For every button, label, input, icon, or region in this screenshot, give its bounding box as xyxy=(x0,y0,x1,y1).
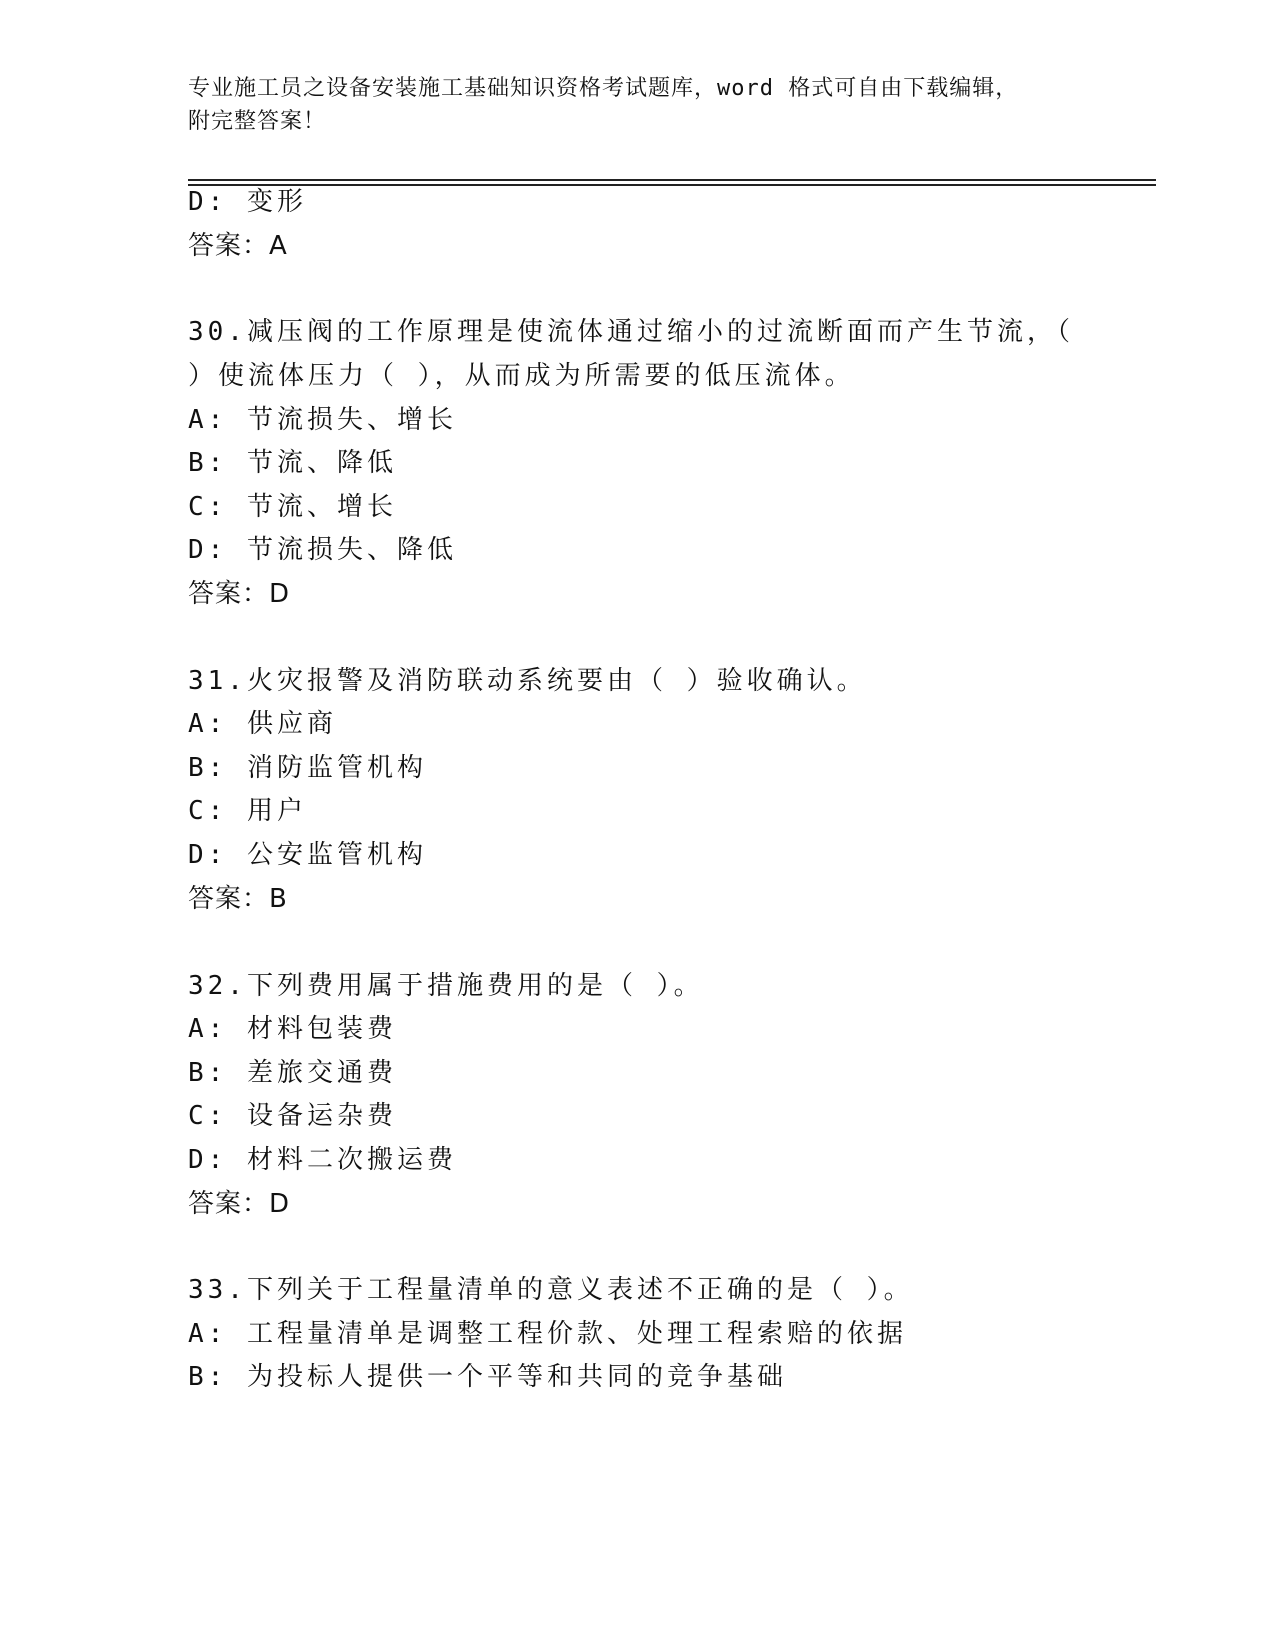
q31-option-c: C: 用户 xyxy=(188,796,307,826)
document-header xyxy=(188,72,1088,138)
q31-option-a: A: 供应商 xyxy=(188,709,337,739)
q32-stem: 32.下列费用属于措施费用的是（ ）。 xyxy=(188,971,704,1001)
q30-option-c: C: 节流、增长 xyxy=(188,492,397,522)
q30-stem-line-1: 30.减压阀的工作原理是使流体通过缩小的过流断面而产生节流，（ xyxy=(188,317,1074,347)
prev-answer: 答案：A xyxy=(188,231,288,261)
header-title-line-2: 附完整答案！ xyxy=(188,109,327,134)
q30-option-b: B: 节流、降低 xyxy=(188,448,397,478)
q32-option-b: B: 差旅交通费 xyxy=(188,1058,397,1088)
q31-stem: 31.火灾报警及消防联动系统要由（ ）验收确认。 xyxy=(188,666,867,696)
q30-option-a: A: 节流损失、增长 xyxy=(188,405,457,435)
header-title-line-1: 专业施工员之设备安装施工基础知识资格考试题库，word 格式可自由下载编辑， xyxy=(188,76,1019,101)
q32-option-d: D: 材料二次搬运费 xyxy=(188,1145,457,1175)
prev-option-d: D: 变形 xyxy=(188,187,307,217)
q30-answer: 答案：D xyxy=(188,579,291,609)
q30-option-d: D: 节流损失、降低 xyxy=(188,535,457,565)
q31-answer: 答案：B xyxy=(188,884,288,914)
q31-option-d: D: 公安监管机构 xyxy=(188,840,427,870)
header-divider-top xyxy=(188,179,1156,181)
q33-option-b: B: 为投标人提供一个平等和共同的竞争基础 xyxy=(188,1362,787,1392)
q32-option-a: A: 材料包装费 xyxy=(188,1014,397,1044)
q33-stem: 33.下列关于工程量清单的意义表述不正确的是（ ）。 xyxy=(188,1275,914,1305)
header-divider-bottom xyxy=(188,184,1156,186)
q32-option-c: C: 设备运杂费 xyxy=(188,1101,397,1131)
q31-option-b: B: 消防监管机构 xyxy=(188,753,427,783)
q32-answer: 答案：D xyxy=(188,1189,291,1219)
q30-stem-line-2: ）使流体压力（ ），从而成为所需要的低压流体。 xyxy=(188,361,855,391)
q33-option-a: A: 工程量清单是调整工程价款、处理工程索赔的依据 xyxy=(188,1319,907,1349)
